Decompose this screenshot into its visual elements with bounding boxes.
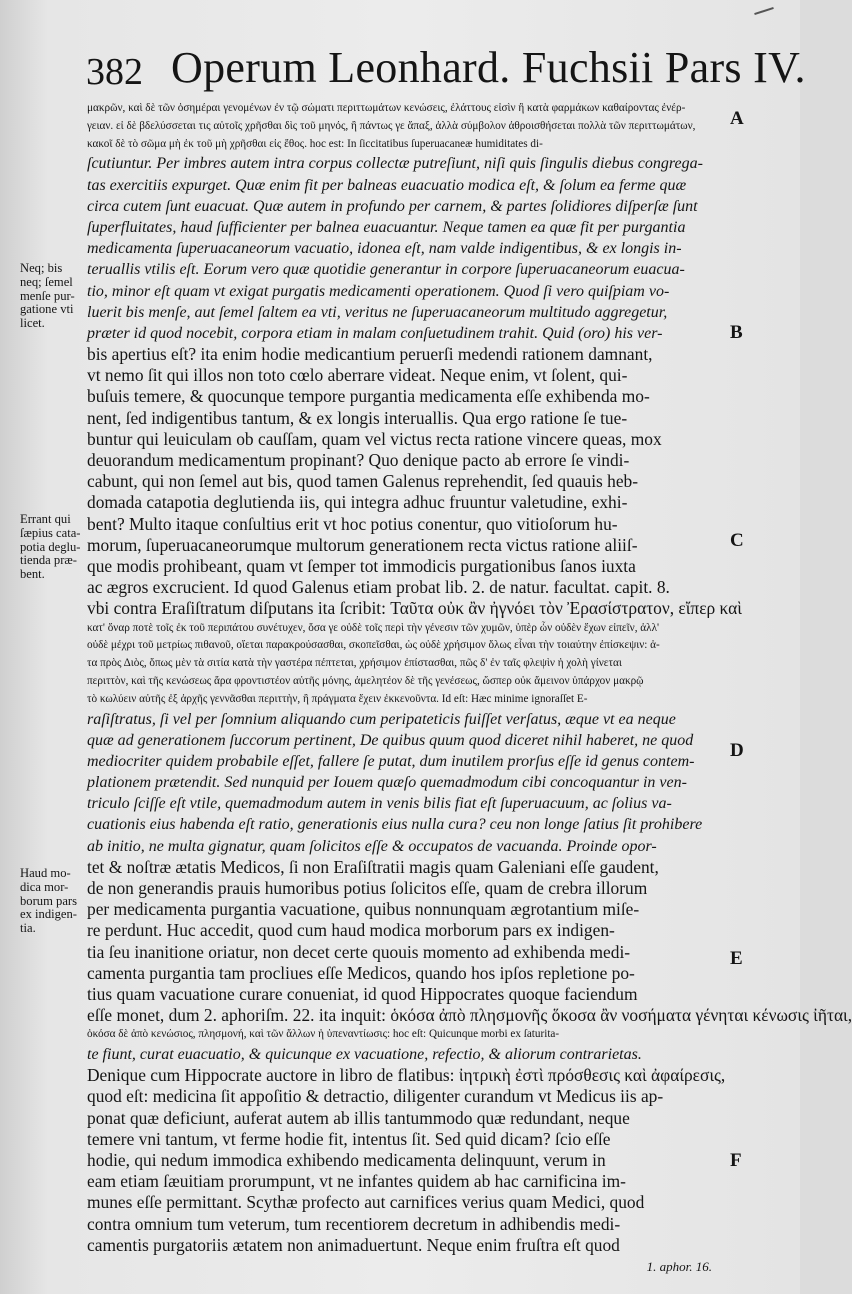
margin-note-line: gatione vti xyxy=(20,302,74,317)
text-line: morum, ſuperuacaneorumque multorum generationem recta victus ratione aliiſ- xyxy=(87,534,638,555)
text-line: hodie, qui nedum immodica exhibendo medicamenta delinquunt, verum in xyxy=(87,1150,606,1171)
section-letter-b: B xyxy=(730,322,743,343)
text-line: teruallis vtilis eſt. Eorum vero quæ quotidie generantur in corpore ſuperuacaneorum euacua- xyxy=(87,261,685,279)
text-line: medicamenta ſuperuacaneorum vacuatio, idonea eſt, nam valde indigentibus, & ex longis in- xyxy=(87,240,682,258)
text-line: 1. aphor. 16. xyxy=(646,1258,712,1274)
margin-note-3 xyxy=(20,867,88,936)
text-line: que modis prohibeant, quam vt ſemper tot immodicis purgationibus ſanos iuxta xyxy=(87,555,636,576)
margin-note-line: Neq; bis xyxy=(20,261,63,275)
text-line: bis apertius eſt? ita enim hodie medicantium peruerſi medendi rationem damnant, xyxy=(87,344,653,365)
text-line: tius quam vacuatione curare conueniat, id quod Hippocrates quoque faciendum xyxy=(87,983,638,1004)
text-line: ponat quæ deficiunt, auferat autem ab illis tantummodo quæ redundant, neque xyxy=(87,1107,630,1128)
page-number: 382 xyxy=(86,51,143,93)
text-line: luerit bis menſe, aut ſemel ſaltem ea vti, veritus ne ſuperuacaneorum multitudo aggregetur, xyxy=(87,303,668,321)
text-line: ab initio, ne multa gignatur, quam ſolicitos eſſe & occupatos de vacuanda. Proinde opor- xyxy=(87,837,657,855)
text-line: quæ ad generationem ſuccorum pertinent, De quibus quum quod diceret nihil haberet, ne quod xyxy=(87,731,694,749)
text-line: bent? Multo itaque conſultius erit vt hoc potius conentur, quo vitioſorum hu- xyxy=(87,513,618,534)
text-line: tas exercitiis expurget. Quæ enim fit per balneas euacuatio modica eſt, & ſolum ea ferme quæ xyxy=(87,176,687,194)
text-line: περιττὸν, καὶ τῆς κενώσεως ἄρα φροντιστέον αὐτῆς μόνης, ἀμελητέον δὲ τῆς γενέσεως, ὥσπερ οὐκ ἄμεινον ὑπάρχον μακρῷ xyxy=(87,674,644,687)
text-line: vbi contra Eraſiſtratum diſputans ita ſcribit: Ταῦτα οὐκ ἂν ἠγνόει τὸν Ἐρασίστρατον, εἴπερ καὶ xyxy=(87,598,742,619)
text-line: vt nemo ſit qui illos non toto cœlo aberrare videat. Neque enim, vt ſolent, qui- xyxy=(87,365,628,386)
margin-note-line: borum pars xyxy=(20,893,78,908)
text-line: οὐδὲ μέχρι τοῦ μετρίως πιθανοῦ, οἴεται παρακρούσασθαι, σκοπεῖσθαι, ὡς οὐδὲ χρήσιμον ὅλως εἶναι τὴν τοιαύτην ἐπίσκεψιν: ἀ- xyxy=(87,639,660,652)
running-title: Operum Leonhard. Fuchsii Pars IV. xyxy=(171,43,806,92)
margin-note-line: dica mor- xyxy=(20,879,69,894)
text-line: τα πρὸς Διὸς, ὅπως μὲν τὰ σιτία κατὰ τὴν γαστέρα πέπτεται, χρήσιμον ἐπίστασθαι, πῶς δ' ἐν ταῖς φλεψὶν ἡ χολὴ γίνεται xyxy=(87,657,622,670)
text-line: tia ſeu inanitione oriatur, non decet certe quouis momento ad exhibenda medi- xyxy=(87,941,631,962)
text-line: camentis purgatoriis ætatem non animaduertunt. Neque enim fruſtra eſt quod xyxy=(87,1234,620,1255)
text-line: eſſe monet, dum 2. aphoriſm. 22. ita inquit: ὁκόσα ἀπὸ πλησμονῆς ὅκοσα ἂν νοσήματα γένηται κένωσις ἰῆται, xyxy=(87,1005,852,1026)
text-line: munes eſſe permittant. Scythæ profecto aut carnifices verius quam Medici, quod xyxy=(87,1192,645,1213)
body-text xyxy=(87,100,852,1277)
text-line: te fiunt, curat euacuatio, & quicunque ex vacuatione, refectio, & aliorum contrarietas. xyxy=(87,1046,642,1064)
margin-note-line: bent. xyxy=(20,567,45,582)
margin-note-line: potia deglu- xyxy=(20,539,81,554)
text-line: triculo ſciſſe eſt vtile, quemadmodum autem in venis bilis fiat eſt ſuperuacuum, ac ſolius va- xyxy=(87,795,672,813)
text-line: tio, minor eſt quam vt exigat purgatis medicamenti operationem. Quod ſi vero quiſpiam vo- xyxy=(87,282,670,300)
text-line: eam etiam ſæuitiam prorumpunt, vt ne infantes quidem ab hac carnificina im- xyxy=(87,1171,626,1192)
margin-note-line: licet. xyxy=(20,316,45,331)
margin-note-line: tienda præ- xyxy=(20,553,78,568)
text-line: re perdunt. Huc accedit, quod cum haud modica morborum pars ex indigen- xyxy=(87,920,615,941)
text-line: Denique cum Hippocrate auctore in libro de flatibus: ἰητρικὴ ἐστὶ πρόσθεσις καὶ ἀφαίρεσις, xyxy=(87,1065,726,1086)
text-line: domada catapotia deglutienda iis, qui integra adhuc fruuntur valetudine, exhi- xyxy=(87,492,628,513)
margin-note-line: neq; ſemel xyxy=(20,274,73,289)
section-letter-d: D xyxy=(730,740,744,761)
text-line: mediocriter quidem probabile eſſet, fallere ſe putat, dum inutilem prorſus eſſe id genus contem- xyxy=(87,752,695,770)
text-line: cabunt, qui non ſemel aut bis, quod tamen Galenus reprehendit, ſed quauis heb- xyxy=(87,471,639,492)
section-letter-c: C xyxy=(730,530,744,551)
margin-note-line: Haud mo- xyxy=(20,866,71,880)
section-letter-e: E xyxy=(730,948,743,969)
text-line: ac ægros excrucient. Id quod Galenus etiam probat lib. 2. de natur. facultat. capit. 8. xyxy=(87,577,670,598)
text-line: plationem prætendit. Sed nunquid per Iouem quæſo quemadmodum cibi concoquantur in ven- xyxy=(87,774,687,792)
margin-note-line: tia. xyxy=(20,921,36,936)
section-letter-f: F xyxy=(730,1150,742,1171)
margin-note-line: Errant qui xyxy=(20,512,71,526)
margin-note-line: ex indigen- xyxy=(20,907,78,922)
text-line: camenta purgantia tam procliues eſſe Medicos, quando hos ipſos repletione po- xyxy=(87,962,635,983)
text-line: κακοῖ δὲ τὸ σῶμα μὴ ἐκ τοῦ μὴ χρῆσθαι εἰς ἔθος. hoc est: In ſiccitatibus ſuperuacaneæ humiditates di- xyxy=(87,137,543,150)
pen-mark xyxy=(754,7,774,15)
text-line: quod eſt: medicina ſit appoſitio & detractio, diligenter curandum vt Medicus iis ap- xyxy=(87,1086,664,1107)
text-line: circa cutem ſunt euacuat. Quæ autem in profundo per carnem, & partes ſolidiores diſperſæ ſunt xyxy=(87,197,698,215)
page-header xyxy=(86,42,806,98)
margin-note-line: menſe pur- xyxy=(20,288,75,303)
text-line: raſiſtratus, ſi vel per ſomnium aliquando cum peripateticis fuiſſet verſatus, æque vt ea neque xyxy=(87,710,676,728)
text-line: cuationis eius habenda eſt ratio, generationis eius nulla cura? ceu non longe ſatius ſit prohibere xyxy=(87,816,703,834)
text-line: temere vni tantum, vt ferme hodie fit, intentus ſit. Sed quid dicam? ſcio eſſe xyxy=(87,1128,611,1149)
text-line: per medicamenta purgantia vacuatione, quibus nonnunquam ægrotantium miſe- xyxy=(87,899,640,920)
text-line: τὸ κωλύειν αὐτῆς ἐξ ἀρχῆς γεννᾶσθαι περιττὴν, ἢ πράγματα ἔχειν ἐκκενοῦντα. Id eſt: Hæc minime ignoraſſet E- xyxy=(87,692,588,705)
text-line: γειαν. εἰ δὲ βδελύσσεται τις αὐτοῖς χρῆσθαι δὶς τοῦ μηνός, ἢ πάντως γε ἅπαξ, ἀλλὰ σύμβολον ἀθροισθήσεται πολλὰ τῶν περιττωμάτων, xyxy=(87,119,696,132)
text-line: μακρῶν, καὶ δὲ τῶν ὁσημέραι γενομένων ἐν τῷ σώματι περιττωμάτων κενώσεις, ἐλάττους εἰσὶν ἢ κατὰ φαρμάκων καθαίροντας ἐνέρ- xyxy=(87,102,686,114)
text-line: nent, ſed indigentibus tantum, & ex longis interuallis. Qua ergo ratione ſe tue- xyxy=(87,407,628,428)
text-line: contra omnium tum veterum, tum recentiorem decretum in adhibendis medi- xyxy=(87,1213,621,1234)
margin-note-2 xyxy=(20,513,88,582)
text-line: buſuis temere, & quocunque tempore purgantia medicamenta eſſe exhibenda mo- xyxy=(87,386,650,407)
text-line: ὁκόσα δὲ ἀπὸ κενώσιος, πλησμονή, καὶ τῶν ἄλλων ἡ ὑπεναντίωσις: hoc eſt: Quicunque morbi ex ſaturita- xyxy=(87,1028,560,1041)
text-line: buntur qui leuiculam ob cauſſam, quam vel victus recta ratione vincere queas, mox xyxy=(87,428,662,449)
text-line: deuorandum medicamentum propinant? Quo denique pacto ab errore ſe vindi- xyxy=(87,450,630,471)
text-line: tet & noſtræ ætatis Medicos, ſi non Eraſiſtratii magis quam Galeniani eſſe gaudent, xyxy=(87,856,659,877)
text-line: ſuperfluitates, haud ſufficienter per balnea euacuantur. Neque tamen ea quæ fit per purgantia xyxy=(87,218,686,236)
text-line: ſcutiuntur. Per imbres autem intra corpus collectæ putreſiunt, niſi quis ſingulis diebus congrega- xyxy=(87,155,703,173)
margin-note-1 xyxy=(20,262,88,331)
text-line: præter id quod nocebit, corpora etiam in malam conſuetudinem trahit. Quid (oro) his ver- xyxy=(87,324,663,342)
margin-note-line: ſæpius cata- xyxy=(20,525,81,540)
text-line: κατ' ὄναρ ποτὲ τοῖς ἐκ τοῦ περιπάτου συνέτυχεν, ὅσα γε οὐδὲ τοῖς περὶ τὴν γένεσιν τῶν χυμῶν, ὑπὲρ ὧν οὐδὲν ἔχων εἰπεῖν, ἀλλ' xyxy=(87,621,660,634)
section-letter-a: A xyxy=(730,108,744,129)
text-line: de non generandis prauis humoribus potius ſolicitos eſſe, quam de crebra illorum xyxy=(87,878,648,898)
